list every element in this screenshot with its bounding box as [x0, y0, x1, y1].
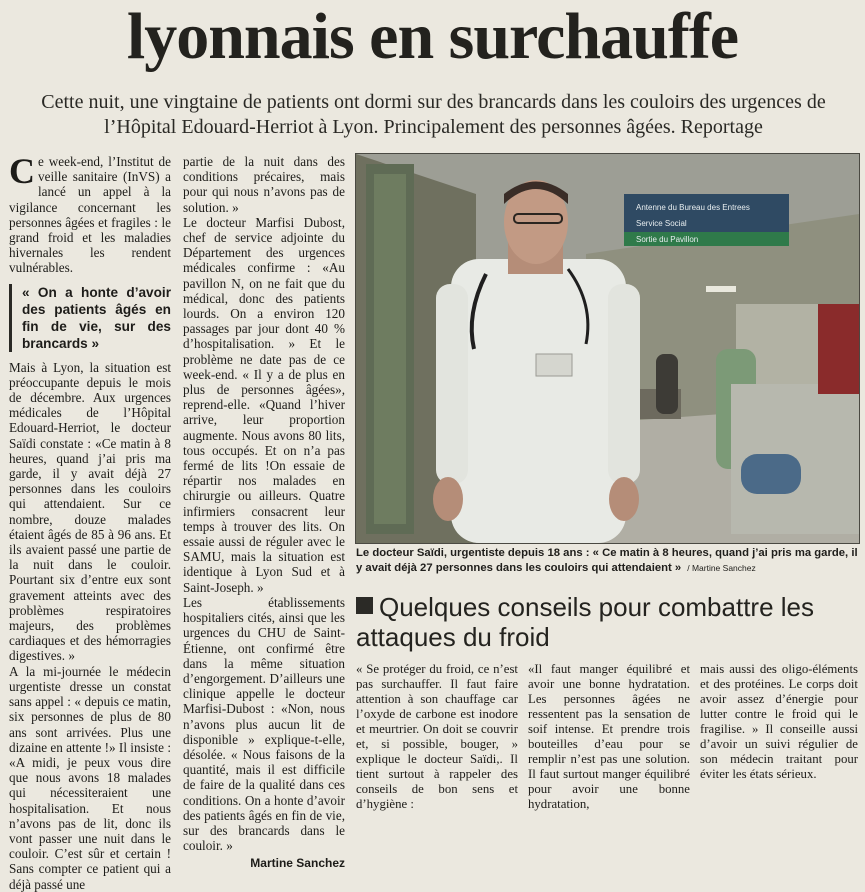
photo-illustration — [356, 154, 859, 543]
body-paragraph: Mais à Lyon, la situation est préoccupante depuis le mois de décembre. Aux urgences médicales de l’Hôpital Edouard-Herriot, le docteur Saïdi constate : «Ce matin à 8 heures, quand j’ai pris ma garde, il y avait déjà 27 personnes dans les couloirs qui attendaient. Sur ce nombre, douze malades étaient âgés de 85 à 96 ans. Et ils avaient passé une partie de la nuit dans le couloir. Pourtant six d’entre eux sont gravement atteints avec des problèmes respiratoires majeurs, des problèmes cardiaques et des hémorragies digestives. » — [9, 359, 171, 664]
sidebar-title-text: Quelques conseils pour combattre les attaques du froid — [356, 592, 815, 652]
sidebar-column-2: «Il faut manger équilibré et avoir une bonne hydratation. Les personnes âgées ne ressentent pas la sensation de soif intense. Et prendre trois bouteilles d’eau pour se remplir n’est pas une solution. Il faut surtout manger équilibré pour avoir une bonne hydratation, — [528, 662, 690, 811]
sign-panel — [624, 194, 789, 246]
body-paragraph: Les établissements hospitaliers cités, ainsi que les urgences du CHU de Saint-Étienne, ont confirmé être dans la même situation d’engorgement. D’ailleurs une clinique appelle le docteur Marfisi-Dubost : «Non, nous n’avons plus aucun lit de disponible » explique-t-elle, désolée. « Nous faisons de la quantité, mais il est difficile de faire de la qualité dans ces conditions. On a honte d’avoir des patients âgés en fin de vie, sur des brancards dans le couloir. » — [183, 594, 345, 854]
column-2 — [183, 154, 345, 872]
headline: lyonnais en surchauffe — [126, 0, 739, 73]
square-bullet-icon — [356, 597, 373, 614]
body-paragraph: A la mi-journée le médecin urgentiste dresse un constat sans appel : « depuis ce matin, six personnes de plus de 80 ans sont arrivées. Plus une dizaine en attente !» Il insiste : «A midi, je peux vous dire que nous avons 18 malades qui nécessiteraient une hospitalisation. Et nous n’avons pas de lit, donc ils vont passer une nuit dans le couloir. C’est sûr et certain ! Sans compter ce patient qui a déjà passé une — [9, 663, 171, 892]
sign-line: Sortie du Pavillon — [636, 235, 699, 244]
sidebar-column-1: « Se protéger du froid, ce n’est pas surchauffer. Il faut faire attention à son chauffage car l’oxyde de carbone est inodore et meurtrier. On doit se couvrir et, si possible, bouger, » explique le docteur Saïdi,. Il tient surtout à rappeler des conseils de bon sens et d’hygiène : — [356, 662, 518, 811]
sign-line: Antenne du Bureau des Entrees — [636, 203, 750, 212]
standfirst: Cette nuit, une vingtaine de patients ont dormi sur des brancards dans les couloirs des urgences de l’Hôpital Edouard-Herriot à Lyon. Principalement des personnes âgées. Reportage — [41, 91, 826, 138]
pull-quote: « On a honte d’avoir des patients âgés en fin de vie, sur des brancards » — [9, 284, 171, 352]
photo-credit: / Martine Sanchez — [687, 563, 756, 573]
body-paragraph: partie de la nuit dans des conditions précaires, mais pour qui nous n’avons pas de solution. » — [183, 154, 345, 215]
photo-doctor-corridor — [355, 153, 860, 544]
byline: Martine Sanchez — [250, 856, 345, 871]
caption-text: Le docteur Saïdi, urgentiste depuis 18 ans : « Ce matin à 8 heures, quand j’ai pris ma garde, il y avait déjà 27 personnes dans les couloirs qui attendaient » — [356, 547, 858, 574]
intro-paragraph: e week-end, l’Institut de veille sanitaire (InVS) a lancé un appel à la vigilance concernant les personnes âgées et fragiles : le grand froid et les maladies hivernales les rendent vulnérables. — [9, 154, 171, 276]
body-paragraph: Le docteur Marfisi Dubost, chef de service adjointe du Département des urgences médicales confirme : «Au pavillon N, on ne fait que du médical, donc des patients lourds. On a environ 120 passages par jour dont 40 % d’hospitalisation. » Et le problème ne date pas de ce week-end. « Il y a de plus en plus de personnes âgées», reprend-elle. «Quand l’hiver arrive, leur proportion augmente. Nous avons 80 lits, tous occupés. Et on n’a pas fermé de lits !On essaie de répartir nos malades en chirurgie ou ailleurs. Quatre infirmiers consacrent leur temps à trouver des lits. On essaie aussi de réguler avec le SAMU, mais la situation est identique à Lyon Sud et à Saint-Joseph. » — [183, 214, 345, 595]
photo-caption — [356, 546, 858, 576]
column-1 — [9, 151, 171, 892]
sidebar-column-3: mais aussi des oligo-éléments et des protéines. Le corps doit avoir assez d’énergie pour lutter contre le froid qui le fragilise. » Il conseille aussi d’avoir un suivi régulier de son médecin traitant pour éviter les états sérieux. — [700, 662, 858, 781]
sidebar-title — [356, 592, 856, 652]
sign-line: Service Social — [636, 219, 687, 228]
drop-cap: C — [9, 151, 35, 191]
